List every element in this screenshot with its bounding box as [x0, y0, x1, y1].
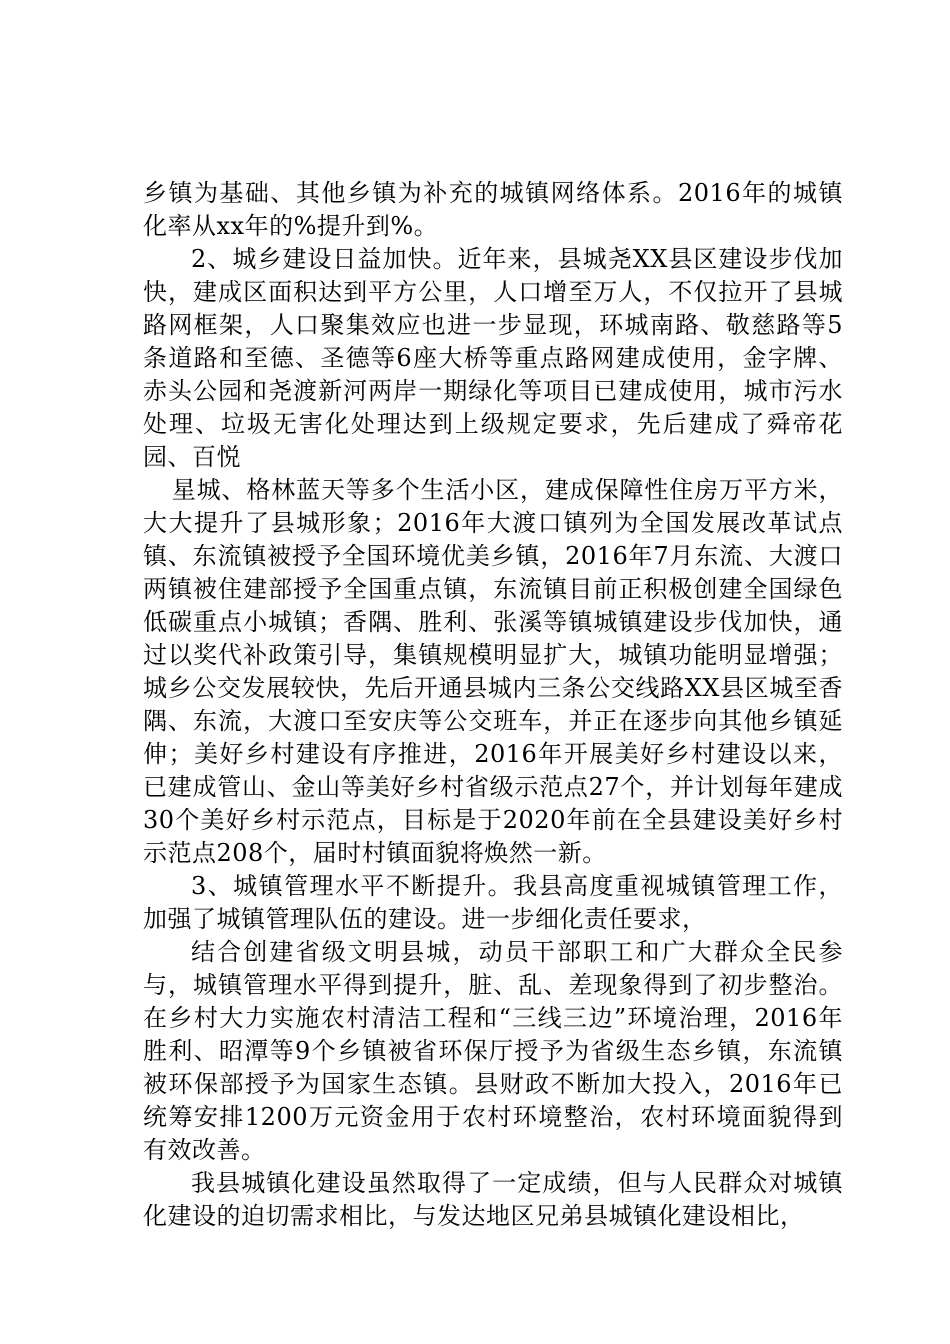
paragraph-achievements-gap: 我县城镇化建设虽然取得了一定成绩，但与人民群众对城镇化建设的迫切需求相比，与发达地区兄弟县城镇化建设相比，: [143, 1169, 843, 1230]
paragraph-civilized-county: 结合创建省级文明县城，动员干部职工和广大群众全民参与，城镇管理水平得到提升，脏、乱、差现象得到了初步整治。在乡村大力实施农村清洁工程和“三线三边”环境治理，2016年胜利、昭潭等9个乡镇被省环保厅授予为省级生态乡镇，东流镇被环保部授予为国家生态镇。县财政不断加大投入，2016年已统筹安排1200万元资金用于农村环境整治，农村环境面貌得到有效改善。: [143, 938, 843, 1164]
paragraph-urban-management: 3、城镇管理水平不断提升。我县高度重视城镇管理工作，加强了城镇管理队伍的建设。进一步细化责任要求，: [143, 872, 843, 933]
body-text: [143, 177, 843, 1233]
paragraph-urban-rural-construction: 2、城乡建设日益加快。近年来，县城尧XX县区建设步伐加快，建成区面积达到平方公里，人口增至万人，不仅拉开了县城路网框架，人口聚集效应也进一步显现，环城南路、敬慈路等5条道路和至德、圣德等6座大桥等重点路网建成使用，金字牌、赤头公园和尧渡新河两岸一期绿化等项目已建成使用，城市污水处理、垃圾无害化处理达到上级规定要求，先后建成了舜帝花园、百悦: [143, 245, 843, 471]
paragraph-continuation: 乡镇为基础、其他乡镇为补充的城镇网络体系。2016年的城镇化率从xx年的%提升到%。: [143, 179, 843, 240]
paragraph-residential-areas: 星城、格林蓝天等多个生活小区，建成保障性住房万平方米，大大提升了县城形象；2016年大渡口镇列为全国发展改革试点镇、东流镇被授予全国环境优美乡镇，2016年7月东流、大渡口两镇被住建部授予全国重点镇，东流镇目前正积极创建全国绿色低碳重点小城镇；香隅、胜利、张溪等镇城镇建设步伐加快，通过以奖代补政策引导，集镇规模明显扩大，城镇功能明显增强；城乡公交发展较快，先后开通县城内三条公交线路XX县区城至香隅、东流，大渡口至安庆等公交班车，并正在逐步向其他乡镇延伸；美好乡村建设有序推进，2016年开展美好乡村建设以来，已建成管山、金山等美好乡村省级示范点27个，并计划每年建成30个美好乡村示范点，目标是于2020年前在全县建设美好乡村示范点208个，届时村镇面貌将焕然一新。: [143, 476, 843, 867]
